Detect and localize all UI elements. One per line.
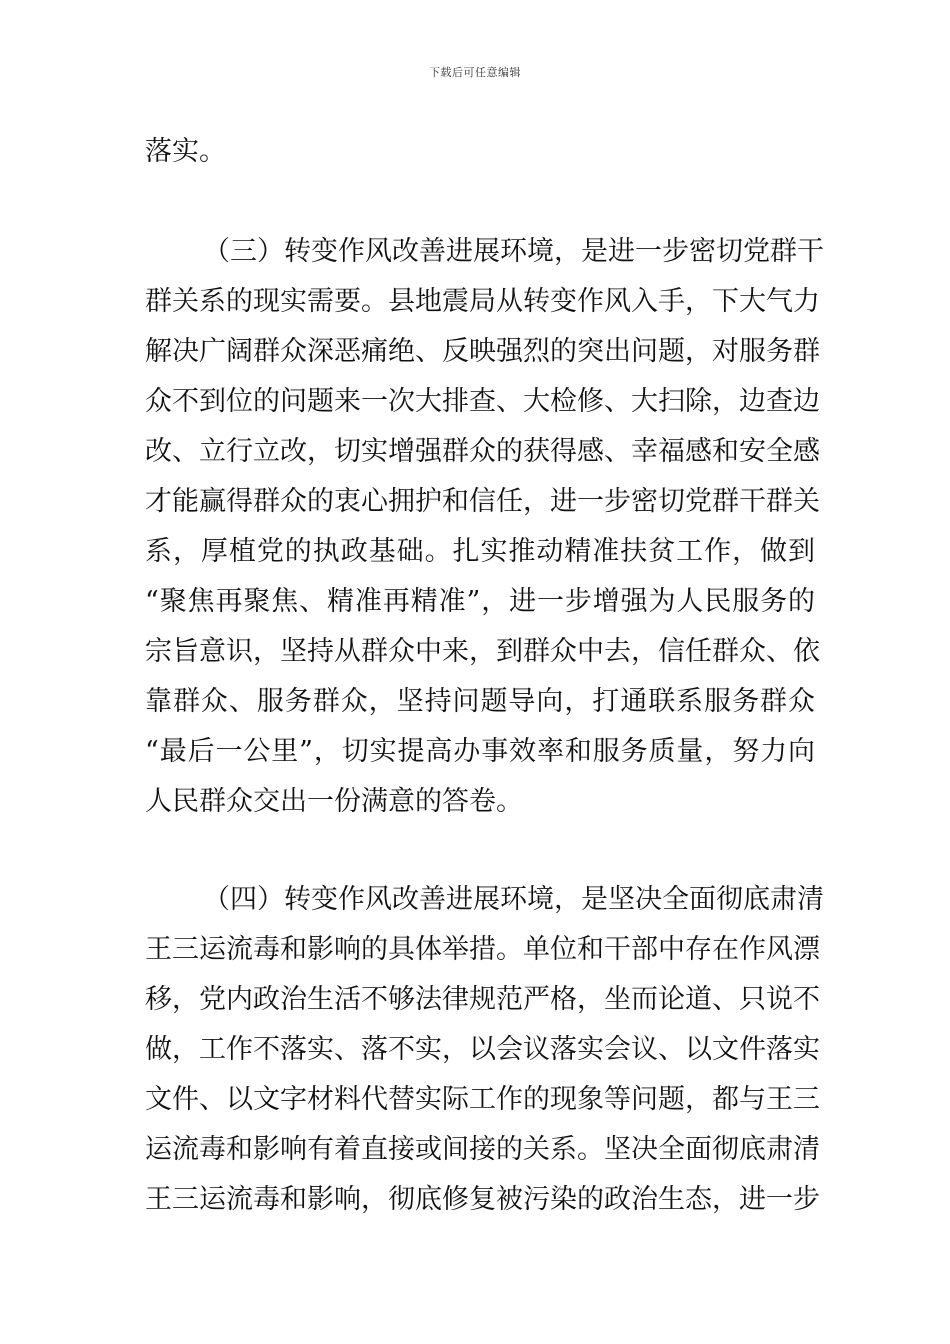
paragraph-3-line-4: 做，工作不落实、落不实，以会议落实会议、以文件落实 <box>145 1034 820 1065</box>
paragraph-3-line-3: 移，党内政治生活不够法律规范严格，坐而论道、只说不 <box>145 984 820 1015</box>
paragraph-3-line-7: 王三运流毒和影响，彻底修复被污染的政治生态，进一步 <box>145 1184 820 1215</box>
paragraph-2-line-8: “聚焦再聚焦、精准再精准”，进一步增强为人民服务的 <box>145 586 815 617</box>
paragraph-3-line-6: 运流毒和影响有着直接或间接的关系。坚决全面彻底肃清 <box>145 1134 820 1165</box>
paragraph-3-line-2: 王三运流毒和影响的具体举措。单位和干部中存在作风漂 <box>145 934 820 965</box>
paragraph-3-line-1: （四）转变作风改善进展环境，是坚决全面彻底肃清 <box>203 884 824 915</box>
paragraph-2-line-7: 系，厚植党的执政基础。扎实推动精准扶贫工作，做到 <box>145 536 815 567</box>
page-header: 下载后可任意编辑 <box>429 66 521 79</box>
paragraph-2-line-11: “最后一公里”，切实提高办事效率和服务质量，努力向 <box>145 736 815 767</box>
paragraph-2-line-6: 才能赢得群众的衷心拥护和信任，进一步密切党群干群关 <box>145 486 820 517</box>
paragraph-2-line-2: 群关系的现实需要。县地震局从转变作风入手，下大气力 <box>145 286 820 317</box>
paragraph-2-line-12: 人民群众交出一份满意的答卷。 <box>145 786 523 817</box>
paragraph-2-line-10: 靠群众、服务群众，坚持问题导向，打通联系服务群众 <box>145 686 815 717</box>
paragraph-2-line-4: 众不到位的问题来一次大排查、大检修、大扫除，边查边 <box>145 386 820 417</box>
paragraph-2-line-1: （三）转变作风改善进展环境，是进一步密切党群干 <box>203 236 824 267</box>
paragraph-3-line-5: 文件、以文字材料代替实际工作的现象等问题，都与王三 <box>145 1084 820 1115</box>
paragraph-2-line-5: 改、立行立改，切实增强群众的获得感、幸福感和安全感 <box>145 436 820 467</box>
paragraph-2-line-3: 解决广阔群众深恶痛绝、反映强烈的突出问题，对服务群 <box>145 336 820 367</box>
paragraph-1-line-1: 落实。 <box>145 136 226 167</box>
paragraph-2-line-9: 宗旨意识，坚持从群众中来，到群众中去，信任群众、依 <box>145 636 820 667</box>
